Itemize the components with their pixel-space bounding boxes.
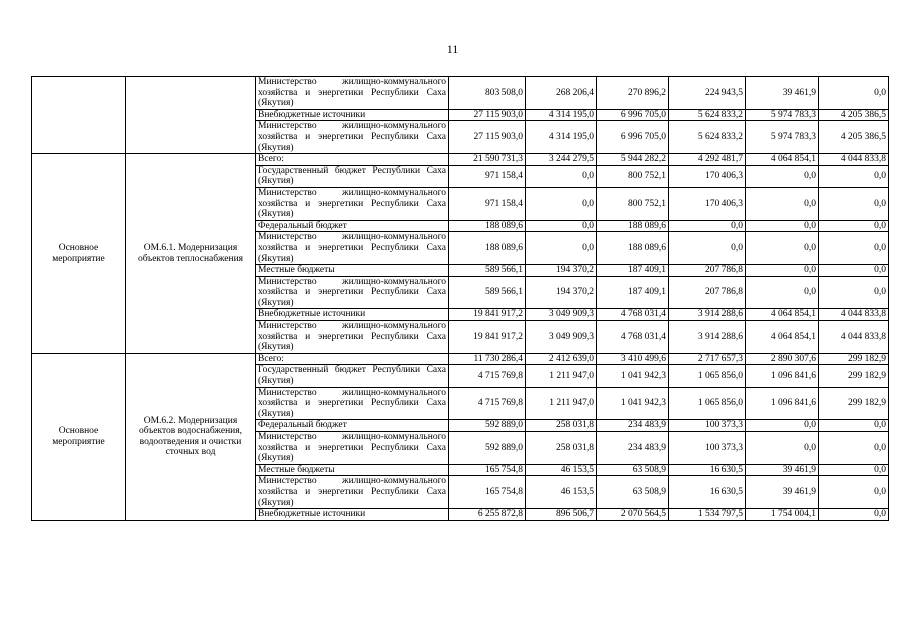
- amount-year-3-cell: 170 406,3: [669, 165, 746, 187]
- amount-total-cell: 188 089,6: [449, 220, 526, 232]
- amount-total-cell: 21 590 731,3: [449, 154, 526, 166]
- amount-total-cell: 589 566,1: [449, 265, 526, 277]
- funding-source-cell: Местные бюджеты: [256, 265, 449, 277]
- funding-source-cell: Внебюджетные источники: [256, 309, 449, 321]
- amount-year-1-cell: 0,0: [526, 232, 597, 265]
- amount-year-4-cell: 0,0: [746, 165, 819, 187]
- amount-year-1-cell: 3 049 909,3: [526, 309, 597, 321]
- amount-year-2-cell: 3 410 499,6: [597, 353, 669, 365]
- amount-year-3-cell: 5 624 833,2: [669, 109, 746, 121]
- amount-year-2-cell: 800 752,1: [597, 187, 669, 220]
- amount-year-3-cell: 0,0: [669, 232, 746, 265]
- amount-year-2-cell: 63 508,9: [597, 464, 669, 476]
- amount-total-cell: 27 115 903,0: [449, 109, 526, 121]
- amount-total-cell: 6 255 872,8: [449, 509, 526, 521]
- funding-source-cell: Министерство жилищно-коммунального хозяйства и энергетики Республики Саха (Якутия): [256, 476, 449, 509]
- funding-source-cell: Местные бюджеты: [256, 464, 449, 476]
- amount-year-1-cell: 0,0: [526, 165, 597, 187]
- amount-year-2-cell: 4 768 031,4: [597, 321, 669, 354]
- amount-year-4-cell: 4 064 854,1: [746, 309, 819, 321]
- amount-total-cell: 11 730 286,4: [449, 353, 526, 365]
- amount-year-4-cell: 0,0: [746, 276, 819, 309]
- amount-year-4-cell: 0,0: [746, 220, 819, 232]
- amount-year-5-cell: 0,0: [819, 77, 889, 110]
- amount-year-2-cell: 1 041 942,3: [597, 387, 669, 420]
- amount-year-2-cell: 187 409,1: [597, 276, 669, 309]
- measure-name-cell: ОМ.6.1. Модернизация объектов теплоснабжения: [126, 154, 256, 354]
- amount-year-3-cell: 4 292 481,7: [669, 154, 746, 166]
- measure-kind-cell: Основное мероприятие: [32, 353, 126, 520]
- amount-year-1-cell: 194 370,2: [526, 265, 597, 277]
- amount-year-2-cell: 800 752,1: [597, 165, 669, 187]
- amount-year-4-cell: 0,0: [746, 432, 819, 465]
- page-number: 11: [446, 42, 459, 56]
- budget-table: [31, 76, 889, 521]
- funding-source-cell: Министерство жилищно-коммунального хозяйства и энергетики Республики Саха (Якутия): [256, 387, 449, 420]
- amount-year-4-cell: 1 096 841,6: [746, 387, 819, 420]
- amount-year-4-cell: 0,0: [746, 265, 819, 277]
- amount-year-3-cell: 1 065 856,0: [669, 365, 746, 387]
- funding-source-cell: Государственный бюджет Республики Саха (Якутия): [256, 165, 449, 187]
- amount-year-5-cell: 0,0: [819, 276, 889, 309]
- amount-year-4-cell: 1 096 841,6: [746, 365, 819, 387]
- funding-source-cell: Министерство жилищно-коммунального хозяйства и энергетики Республики Саха (Якутия): [256, 121, 449, 154]
- amount-year-1-cell: 3 049 909,3: [526, 321, 597, 354]
- amount-year-1-cell: 1 211 947,0: [526, 365, 597, 387]
- amount-year-5-cell: 0,0: [819, 464, 889, 476]
- budget-table-body: [32, 77, 889, 521]
- funding-source-cell: Министерство жилищно-коммунального хозяйства и энергетики Республики Саха (Якутия): [256, 321, 449, 354]
- amount-year-5-cell: 4 205 386,5: [819, 109, 889, 121]
- amount-year-4-cell: 1 754 004,1: [746, 509, 819, 521]
- amount-year-5-cell: 4 205 386,5: [819, 121, 889, 154]
- amount-year-1-cell: 1 211 947,0: [526, 387, 597, 420]
- amount-year-4-cell: 39 461,9: [746, 77, 819, 110]
- amount-year-5-cell: 0,0: [819, 232, 889, 265]
- funding-source-cell: Министерство жилищно-коммунального хозяйства и энергетики Республики Саха (Якутия): [256, 276, 449, 309]
- amount-year-3-cell: 2 717 657,3: [669, 353, 746, 365]
- amount-year-2-cell: 188 089,6: [597, 232, 669, 265]
- amount-year-2-cell: 5 944 282,2: [597, 154, 669, 166]
- amount-year-5-cell: 0,0: [819, 265, 889, 277]
- amount-year-1-cell: 0,0: [526, 187, 597, 220]
- amount-year-4-cell: 4 064 854,1: [746, 154, 819, 166]
- table-row: [32, 77, 889, 110]
- amount-year-3-cell: 5 624 833,2: [669, 121, 746, 154]
- amount-total-cell: 971 158,4: [449, 187, 526, 220]
- amount-total-cell: 592 889,0: [449, 420, 526, 432]
- measure-kind-cell: Основное мероприятие: [32, 154, 126, 354]
- amount-year-5-cell: 0,0: [819, 420, 889, 432]
- amount-year-5-cell: 4 044 833,8: [819, 309, 889, 321]
- amount-year-3-cell: 100 373,3: [669, 420, 746, 432]
- funding-source-cell: Министерство жилищно-коммунального хозяйства и энергетики Республики Саха (Якутия): [256, 77, 449, 110]
- funding-source-cell: Всего:: [256, 154, 449, 166]
- amount-year-4-cell: 0,0: [746, 420, 819, 432]
- amount-total-cell: 971 158,4: [449, 165, 526, 187]
- amount-year-4-cell: 5 974 783,3: [746, 121, 819, 154]
- amount-year-5-cell: 0,0: [819, 509, 889, 521]
- funding-source-cell: Внебюджетные источники: [256, 109, 449, 121]
- amount-year-3-cell: 3 914 288,6: [669, 309, 746, 321]
- amount-year-2-cell: 4 768 031,4: [597, 309, 669, 321]
- amount-year-1-cell: 268 206,4: [526, 77, 597, 110]
- funding-source-cell: Государственный бюджет Республики Саха (Якутия): [256, 365, 449, 387]
- amount-year-2-cell: 270 896,2: [597, 77, 669, 110]
- amount-year-1-cell: 194 370,2: [526, 276, 597, 309]
- amount-year-4-cell: 39 461,9: [746, 476, 819, 509]
- amount-year-1-cell: 3 244 279,5: [526, 154, 597, 166]
- amount-year-1-cell: 46 153,5: [526, 476, 597, 509]
- amount-year-3-cell: 0,0: [669, 220, 746, 232]
- funding-source-cell: Федеральный бюджет: [256, 220, 449, 232]
- amount-year-1-cell: 0,0: [526, 220, 597, 232]
- amount-year-5-cell: 4 044 833,8: [819, 154, 889, 166]
- amount-year-3-cell: 16 630,5: [669, 476, 746, 509]
- amount-year-1-cell: 896 506,7: [526, 509, 597, 521]
- funding-source-cell: Всего:: [256, 353, 449, 365]
- amount-total-cell: 589 566,1: [449, 276, 526, 309]
- funding-source-cell: Министерство жилищно-коммунального хозяйства и энергетики Республики Саха (Якутия): [256, 432, 449, 465]
- amount-year-3-cell: 3 914 288,6: [669, 321, 746, 354]
- amount-year-2-cell: 234 483,9: [597, 420, 669, 432]
- amount-year-4-cell: 0,0: [746, 232, 819, 265]
- amount-total-cell: 188 089,6: [449, 232, 526, 265]
- amount-year-3-cell: 1 065 856,0: [669, 387, 746, 420]
- amount-total-cell: 165 754,8: [449, 476, 526, 509]
- amount-year-4-cell: 39 461,9: [746, 464, 819, 476]
- amount-year-5-cell: 299 182,9: [819, 353, 889, 365]
- empty-kind-cell: [32, 77, 126, 154]
- amount-total-cell: 803 508,0: [449, 77, 526, 110]
- amount-year-5-cell: 0,0: [819, 476, 889, 509]
- measure-name-cell: ОМ.6.2. Модернизация объектов водоснабжения, водоотведения и очистки сточных вод: [126, 353, 256, 520]
- amount-year-2-cell: 1 041 942,3: [597, 365, 669, 387]
- amount-year-5-cell: 0,0: [819, 220, 889, 232]
- amount-total-cell: 592 889,0: [449, 432, 526, 465]
- amount-total-cell: 4 715 769,8: [449, 387, 526, 420]
- table-row: [32, 154, 889, 166]
- amount-year-3-cell: 224 943,5: [669, 77, 746, 110]
- empty-name-cell: [126, 77, 256, 154]
- amount-year-2-cell: 187 409,1: [597, 265, 669, 277]
- amount-year-4-cell: 0,0: [746, 187, 819, 220]
- amount-year-5-cell: 4 044 833,8: [819, 321, 889, 354]
- amount-year-3-cell: 100 373,3: [669, 432, 746, 465]
- amount-total-cell: 165 754,8: [449, 464, 526, 476]
- funding-source-cell: Федеральный бюджет: [256, 420, 449, 432]
- amount-year-5-cell: 0,0: [819, 187, 889, 220]
- amount-year-1-cell: 2 412 639,0: [526, 353, 597, 365]
- amount-year-5-cell: 299 182,9: [819, 387, 889, 420]
- amount-year-3-cell: 16 630,5: [669, 464, 746, 476]
- amount-year-5-cell: 0,0: [819, 165, 889, 187]
- amount-year-4-cell: 5 974 783,3: [746, 109, 819, 121]
- amount-year-1-cell: 4 314 195,0: [526, 121, 597, 154]
- amount-year-2-cell: 6 996 705,0: [597, 121, 669, 154]
- table-row: [32, 353, 889, 365]
- amount-year-4-cell: 2 890 307,6: [746, 353, 819, 365]
- amount-total-cell: 4 715 769,8: [449, 365, 526, 387]
- amount-year-1-cell: 46 153,5: [526, 464, 597, 476]
- amount-year-1-cell: 258 031,8: [526, 420, 597, 432]
- amount-total-cell: 19 841 917,2: [449, 321, 526, 354]
- amount-year-4-cell: 4 064 854,1: [746, 321, 819, 354]
- funding-source-cell: Внебюджетные источники: [256, 509, 449, 521]
- amount-year-3-cell: 170 406,3: [669, 187, 746, 220]
- amount-total-cell: 27 115 903,0: [449, 121, 526, 154]
- amount-year-2-cell: 188 089,6: [597, 220, 669, 232]
- amount-year-3-cell: 1 534 797,5: [669, 509, 746, 521]
- amount-year-2-cell: 63 508,9: [597, 476, 669, 509]
- amount-year-5-cell: 0,0: [819, 432, 889, 465]
- amount-year-1-cell: 258 031,8: [526, 432, 597, 465]
- amount-year-3-cell: 207 786,8: [669, 276, 746, 309]
- amount-year-2-cell: 2 070 564,5: [597, 509, 669, 521]
- amount-year-5-cell: 299 182,9: [819, 365, 889, 387]
- amount-year-2-cell: 6 996 705,0: [597, 109, 669, 121]
- amount-total-cell: 19 841 917,2: [449, 309, 526, 321]
- funding-source-cell: Министерство жилищно-коммунального хозяйства и энергетики Республики Саха (Якутия): [256, 232, 449, 265]
- amount-year-2-cell: 234 483,9: [597, 432, 669, 465]
- funding-source-cell: Министерство жилищно-коммунального хозяйства и энергетики Республики Саха (Якутия): [256, 187, 449, 220]
- amount-year-1-cell: 4 314 195,0: [526, 109, 597, 121]
- amount-year-3-cell: 207 786,8: [669, 265, 746, 277]
